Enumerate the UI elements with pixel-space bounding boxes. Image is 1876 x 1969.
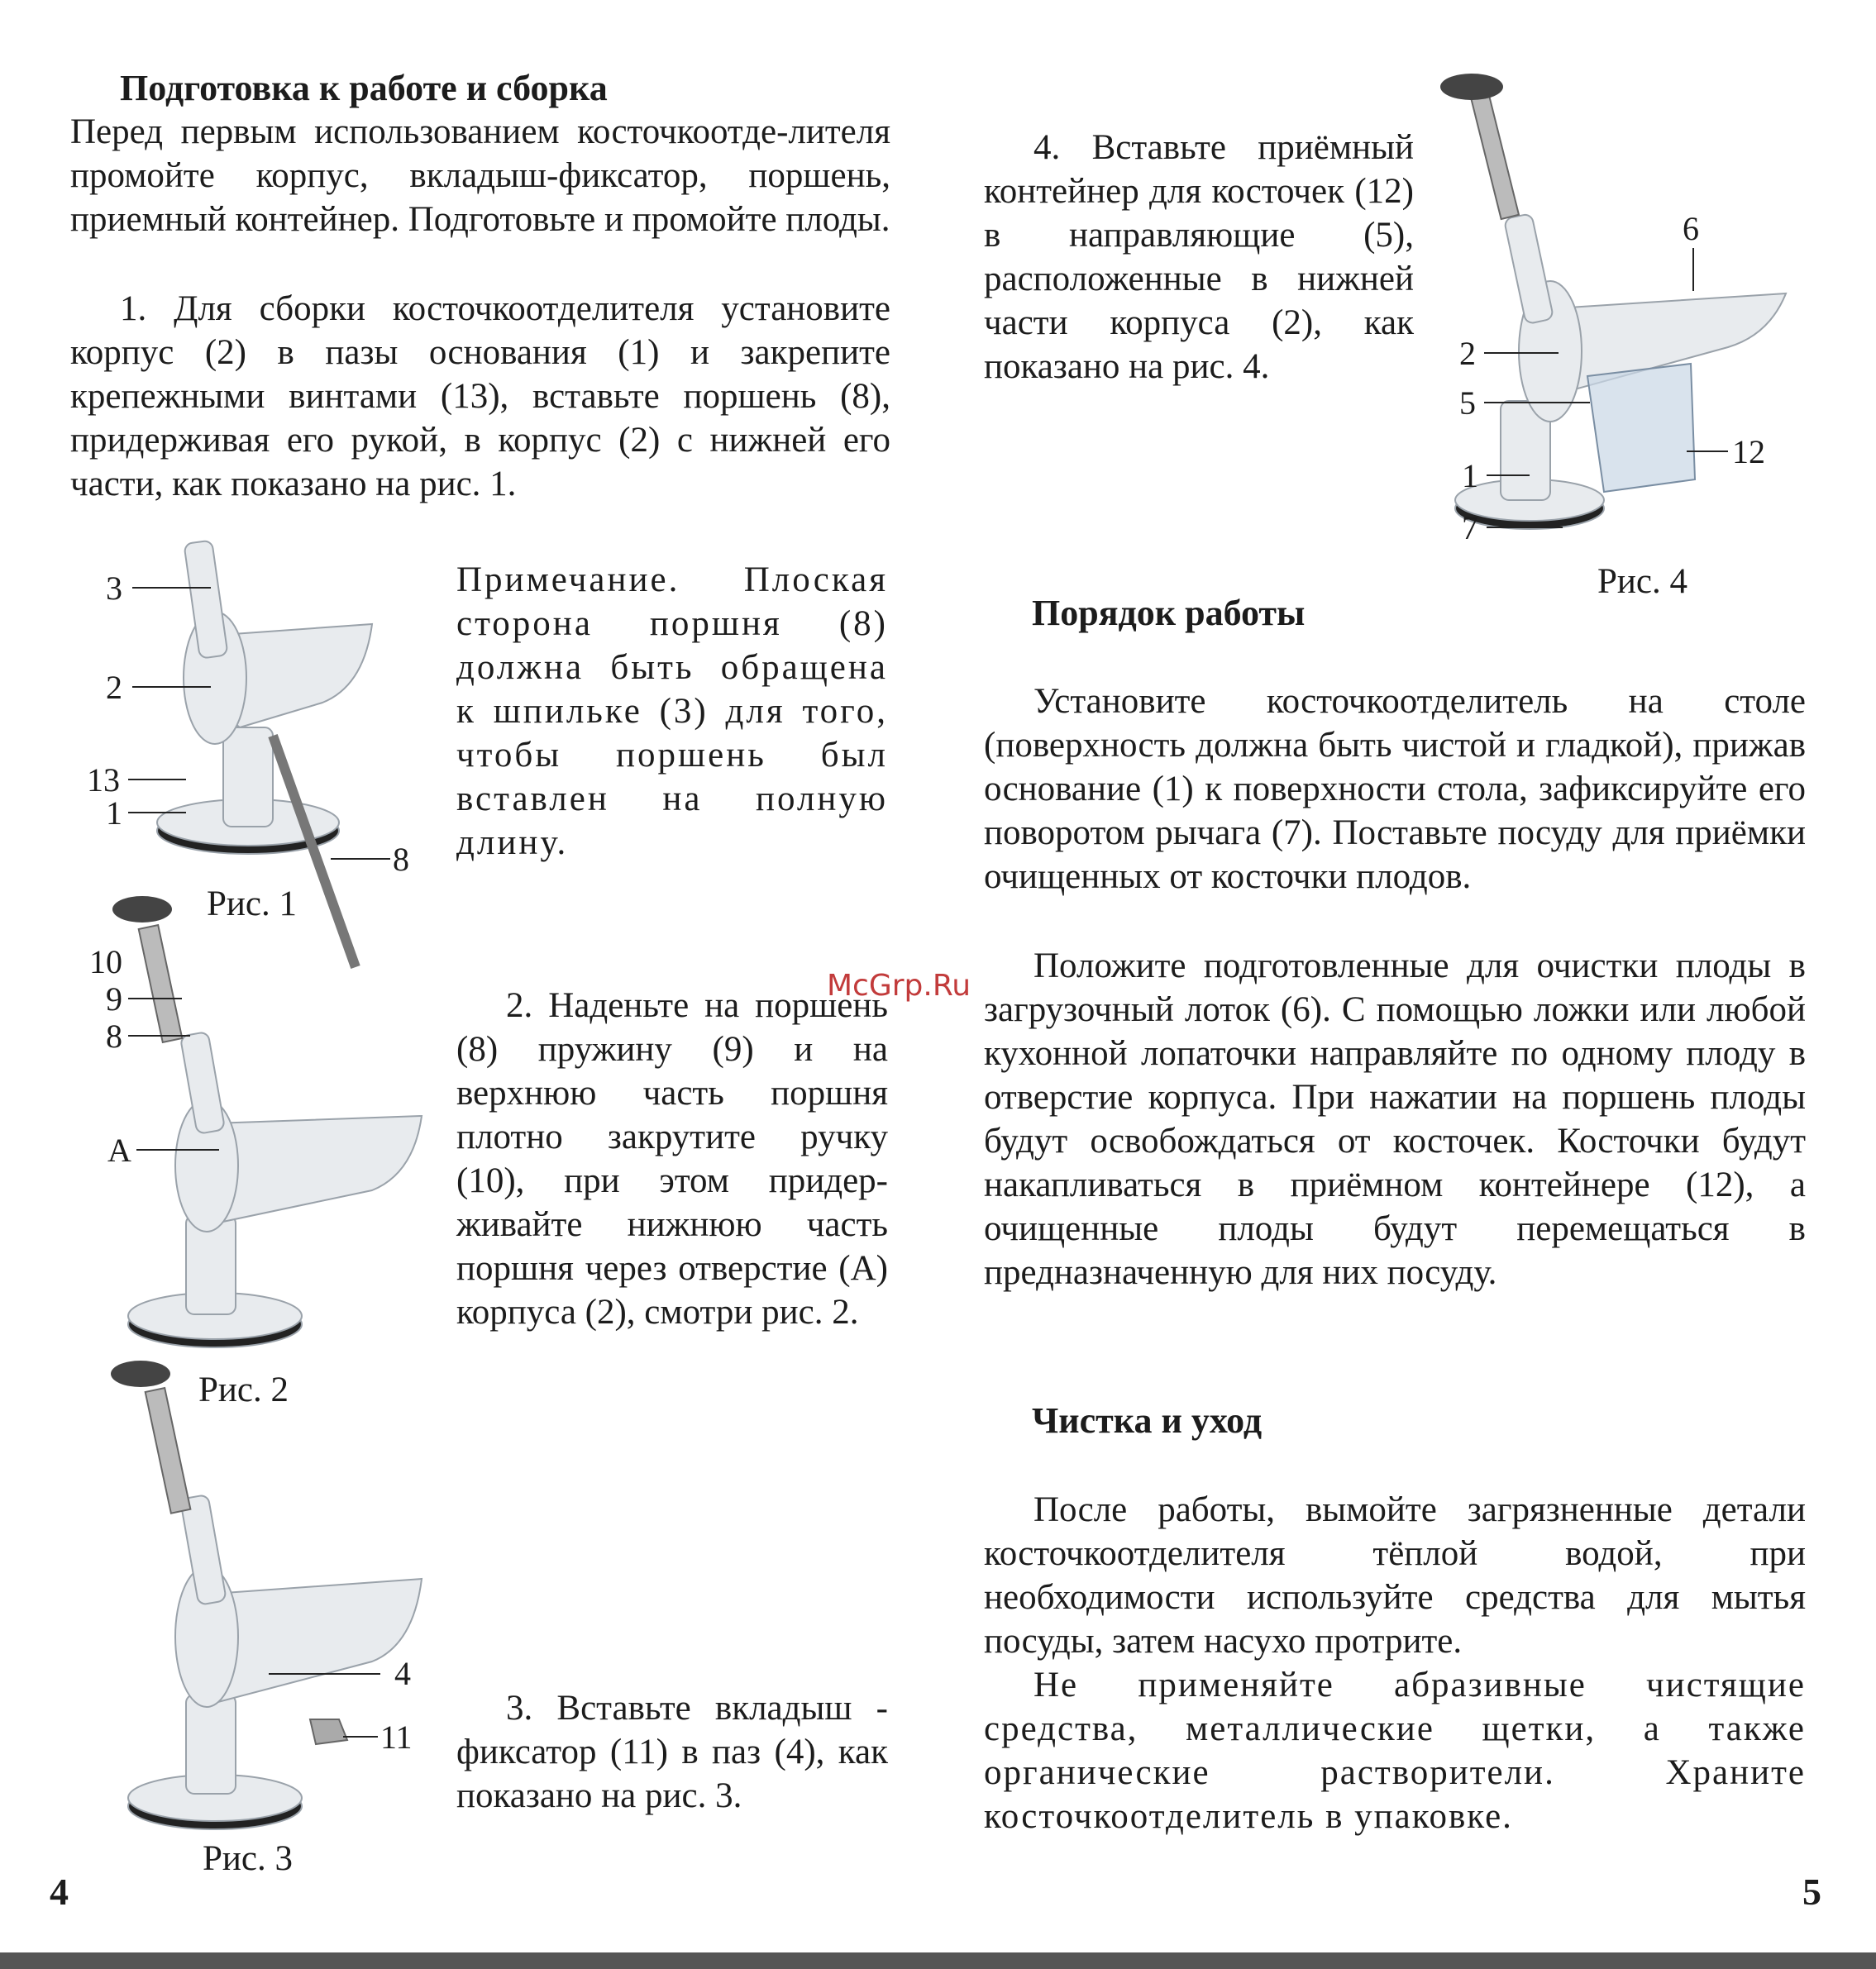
heading-work-procedure: Порядок работы — [1032, 593, 1306, 633]
fig1-label-8: 8 — [393, 841, 409, 878]
fig2-label-a: А — [107, 1132, 131, 1169]
figure-4-illustration — [1439, 62, 1802, 558]
note-paragraph: Примечание. Плоская сторона поршня (8) должна быть обращена к шпильке (3) для того, чтобы поршень был вставлен на полную длину. — [456, 560, 888, 862]
fig1-label-3: 3 — [106, 570, 122, 607]
watermark: McGrp.Ru — [827, 969, 971, 1003]
fig1-label-2: 2 — [106, 669, 122, 706]
fig3-label-11: 11 — [380, 1719, 413, 1756]
fig2-caption: Рис. 2 — [198, 1371, 289, 1409]
fig2-label-9: 9 — [106, 980, 122, 1018]
fig1-label-13: 13 — [87, 761, 120, 799]
step1-paragraph: 1. Для сборки косточкоотделителя установите корпус (2) в пазы основания (1) и закрепите крепежными винтами (13), вставьте поршень (8), придерживая его рукой, в корпус (2) с нижней его части, как показано на рис. 1. — [70, 289, 890, 503]
fig4-label-1: 1 — [1462, 457, 1478, 494]
page-number-left: 4 — [50, 1871, 69, 1913]
care-paragraph-2: Не применяйте абразивные чистящие средства, металлические щетки, а также органические растворители. Храните косточкоотделитель в упаковке. — [984, 1666, 1806, 1836]
fig4-label-6: 6 — [1683, 210, 1699, 247]
work-paragraph-1: Установите косточкоотделитель на столе (поверхность должна быть чистой и гладкой), прижав основание (1) к поверхности стола, зафиксируйте его поворотом рычага (7). Поставьте посуду для приёмки очищенных от косточки плодов. — [984, 682, 1806, 896]
fig1-caption: Рис. 1 — [207, 884, 298, 923]
fig4-label-12: 12 — [1732, 433, 1765, 470]
bottom-border — [0, 1952, 1876, 1969]
figure-3-illustration — [99, 1356, 446, 1835]
fig3-label-4: 4 — [394, 1655, 411, 1692]
fig4-label-2: 2 — [1459, 335, 1476, 372]
fig4-caption: Рис. 4 — [1597, 562, 1688, 601]
step4-paragraph: 4. Вставьте приёмный контейнер для косточек (12) в направляющие (5), расположенные в нижней части корпуса (2), как показано на рис. 4. — [984, 128, 1414, 386]
fig2-label-10: 10 — [89, 943, 122, 980]
heading-preparation: Подготовка к работе и сборка — [120, 68, 608, 108]
step2-paragraph: 2. Наденьте на поршень (8) пружину (9) и на верхнюю часть поршня плотно закрутите ручку (10), при этом придер-живайте нижнюю часть поршня через отверстие (А) корпуса (2), смотри рис. 2. — [456, 986, 888, 1332]
page-number-right: 5 — [1802, 1871, 1821, 1913]
fig3-caption: Рис. 3 — [203, 1839, 294, 1878]
fig2-label-8: 8 — [106, 1018, 122, 1055]
fig4-label-7: 7 — [1462, 509, 1478, 546]
fig4-label-5: 5 — [1459, 384, 1476, 422]
fig1-label-1: 1 — [106, 794, 122, 832]
intro-paragraph: Перед первым использованием косточкоотде-лителя промойте корпус, вкладыш-фиксатор, поршень, приемный контейнер. Подготовьте и промойте плоды. — [70, 112, 890, 239]
heading-cleaning-care: Чистка и уход — [1032, 1400, 1263, 1441]
care-paragraph-1: После работы, вымойте загрязненные детали косточкоотделителя тёплой водой, при необходимости используйте средства для мытья посуды, затем насухо протрите. — [984, 1490, 1806, 1661]
work-paragraph-2: Положите подготовленные для очистки плоды в загрузочный лоток (6). С помощью ложки или любой кухонной лопаточки направляйте по одному плоду в отверстие корпуса. При нажатии на поршень плоды будут освобождаться от косточек. Косточки будут накапливаться в приёмном контейнере (12), а очищенные плоды будут перемещаться в предназначенную для них посуду. — [984, 946, 1806, 1292]
step3-paragraph: 3. Вставьте вкладыш - фиксатор (11) в паз (4), как показано на рис. 3. — [456, 1689, 888, 1815]
figure-2-illustration — [99, 893, 446, 1356]
